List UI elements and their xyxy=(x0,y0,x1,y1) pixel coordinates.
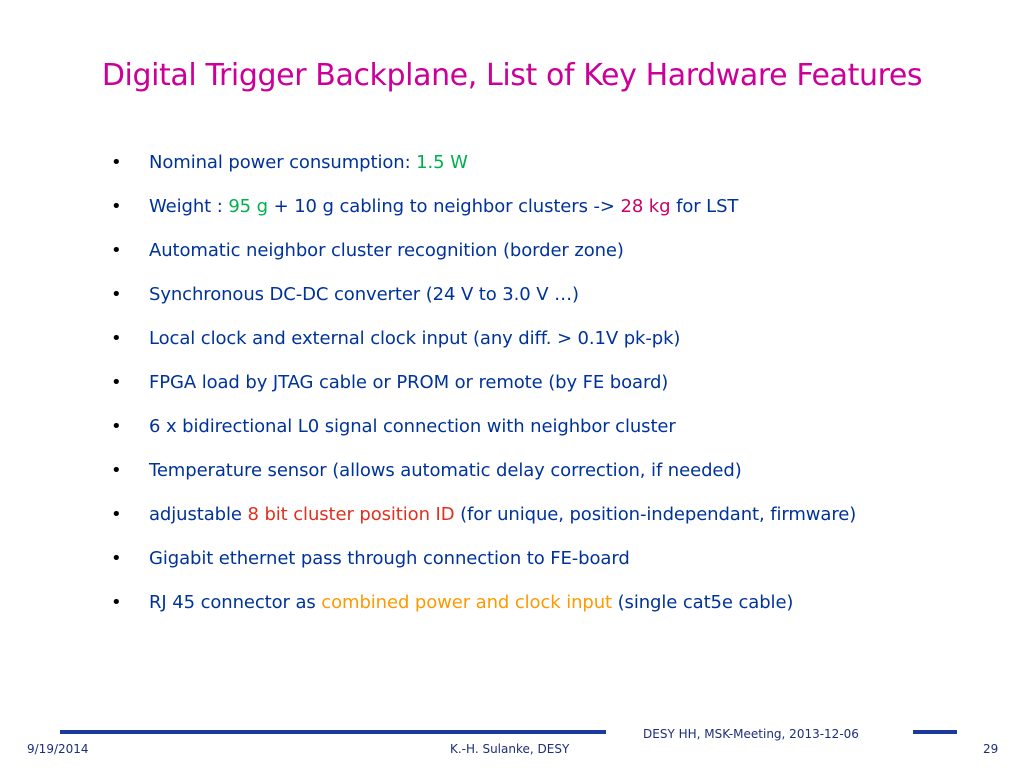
list-item xyxy=(108,148,1008,192)
bullet-text-highlight: 8 bit cluster position ID xyxy=(247,504,455,525)
slide-title: Digital Trigger Backplane, List of Key Hardware Features xyxy=(101,58,923,93)
bullet-text-segment: 6 x bidirectional L0 signal connection with neighbor cluster xyxy=(149,416,676,437)
bullet-text-segment: Synchronous DC-DC converter (24 V to 3.0 V …) xyxy=(149,284,579,305)
list-item xyxy=(108,544,1008,588)
bullet-icon: • xyxy=(111,460,122,481)
bullet-icon: • xyxy=(111,196,122,217)
list-item xyxy=(108,280,1008,324)
feature-list xyxy=(108,148,1008,632)
bullet-icon: • xyxy=(111,416,122,437)
bullet-icon: • xyxy=(111,284,122,305)
bullet-text-segment: (for unique, position-independant, firmware) xyxy=(454,504,857,525)
bullet-text-segment: Automatic neighbor cluster recognition (border zone) xyxy=(149,240,624,261)
bullet-text-segment: Weight : xyxy=(149,196,229,217)
list-item xyxy=(108,412,1008,456)
footer-meeting: DESY HH, MSK-Meeting, 2013-12-06 xyxy=(643,727,859,741)
bullet-text-highlight: combined power and clock input xyxy=(321,592,612,613)
bullet-icon: • xyxy=(111,328,122,349)
bullet-text-segment: + 10 g cabling to neighbor clusters -> xyxy=(267,196,621,217)
list-item xyxy=(108,500,1008,544)
footer-author: K.-H. Sulanke, DESY xyxy=(450,742,570,756)
bullet-icon: • xyxy=(111,504,122,525)
list-item xyxy=(108,324,1008,368)
bullet-text-segment: FPGA load by JTAG cable or PROM or remote (by FE board) xyxy=(149,372,669,393)
list-item xyxy=(108,368,1008,412)
bullet-text-highlight: 1.5 W xyxy=(416,152,468,173)
list-item xyxy=(108,192,1008,236)
bullet-icon: • xyxy=(111,548,122,569)
bullet-text-highlight: 95 g xyxy=(228,196,268,217)
bullet-text-segment: Gigabit ethernet pass through connection to FE-board xyxy=(149,548,630,569)
bullet-text-segment: for LST xyxy=(670,196,739,217)
footer-divider xyxy=(60,730,606,734)
bullet-text-segment: Temperature sensor (allows automatic delay correction, if needed) xyxy=(149,460,742,481)
footer-page-number: 29 xyxy=(983,742,999,756)
list-item xyxy=(108,456,1008,500)
footer-date: 9/19/2014 xyxy=(27,742,89,756)
bullet-icon: • xyxy=(111,152,122,173)
list-item xyxy=(108,236,1008,280)
bullet-text-segment: RJ 45 connector as xyxy=(149,592,322,613)
bullet-text-segment: adjustable xyxy=(149,504,248,525)
bullet-icon: • xyxy=(111,592,122,613)
bullet-text-segment: (single cat5e cable) xyxy=(612,592,794,613)
footer-divider-short xyxy=(913,730,957,734)
bullet-icon: • xyxy=(111,240,122,261)
bullet-icon: • xyxy=(111,372,122,393)
list-item xyxy=(108,588,1008,632)
bullet-text-highlight: 28 kg xyxy=(620,196,671,217)
bullet-text-segment: Nominal power consumption: xyxy=(149,152,417,173)
bullet-text-segment: Local clock and external clock input (any diff. > 0.1V pk-pk) xyxy=(149,328,681,349)
